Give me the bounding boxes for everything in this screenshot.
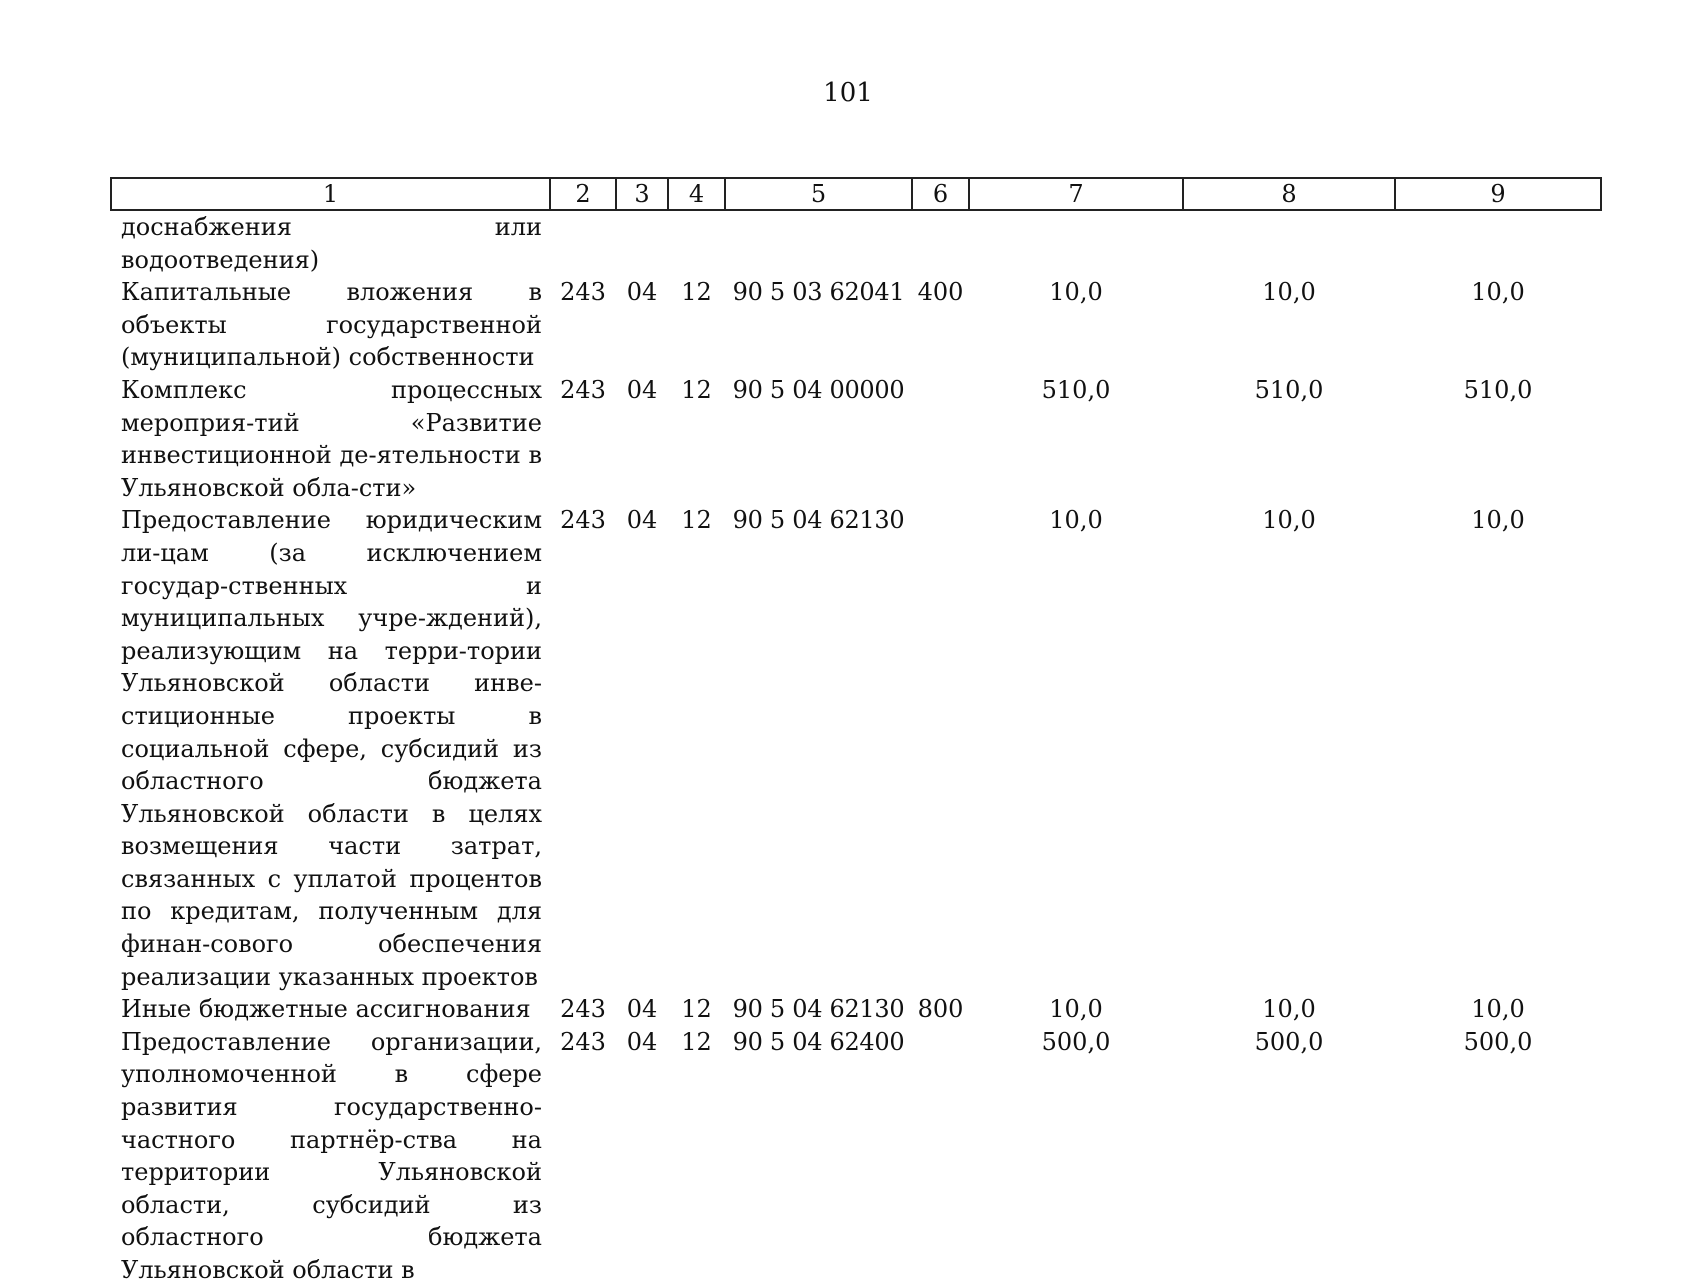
row-description: Предоставление организации, уполномоченной в сфере развития государственно-частного партнёр-ства на территории Ульяновской области, субсидий из областного бюджета Ульяновской области в [121, 1027, 542, 1284]
row-section-code: 04 [626, 506, 658, 535]
row-amount-col9: 500,0 [1463, 1027, 1533, 1056]
row-expense-type [912, 1026, 969, 1287]
row-section-code: 04 [626, 995, 658, 1024]
row-amount-col7: 510,0 [1041, 375, 1111, 404]
row-target-code: 90 5 04 62400 [732, 1027, 905, 1056]
row-ministry-code: 243 [560, 506, 606, 535]
row-description: Иные бюджетные ассигнования [121, 995, 531, 1024]
header-col-1: 1 [111, 178, 550, 210]
row-expense-type [912, 210, 969, 276]
row-amount-col9: 10,0 [1471, 278, 1525, 307]
row-amount-col7: 10,0 [1049, 995, 1103, 1024]
row-description: Предоставление юридическим ли-цам (за исключением государ-ственных и муниципальных учре-ждений), реализующим на терри-тории Ульяновской области инве-стиционные проекты в социальной сфере, субсидий из областного бюджета Ульяновской области в целях возмещения части затрат, связанных с уплатой процентов по кредитам, полученным для финан-сового обеспечения реализации указанных проектов [121, 506, 542, 991]
table-header [111, 178, 1601, 210]
row-ministry-code: 243 [560, 995, 606, 1024]
header-col-9: 9 [1395, 178, 1601, 210]
row-expense-type: 800 [917, 995, 964, 1024]
row-amount-col9 [1395, 210, 1601, 276]
budget-table [110, 177, 1602, 1287]
row-target-code: 90 5 04 00000 [732, 375, 905, 404]
header-col-2: 2 [550, 178, 616, 210]
row-amount-col8: 510,0 [1254, 375, 1324, 404]
row-amount-col9: 510,0 [1463, 375, 1533, 404]
row-amount-col8: 10,0 [1262, 278, 1316, 307]
table-row [111, 276, 1601, 374]
row-target-code [725, 210, 912, 276]
row-description: Комплекс процессных мероприя-тий «Развитие инвестиционной де-ятельности в Ульяновской обла-сти» [121, 375, 542, 502]
header-col-3: 3 [616, 178, 668, 210]
row-subsection-code: 12 [681, 375, 712, 404]
row-subsection-code: 12 [681, 995, 712, 1024]
row-subsection-code: 12 [681, 506, 712, 535]
row-section-code: 04 [626, 278, 658, 307]
row-description: доснабжения или водоотведения) [121, 213, 542, 274]
table-row [111, 504, 1601, 993]
table-row [111, 210, 1601, 276]
row-description: Капитальные вложения в объекты государственной (муниципальной) собственности [121, 278, 542, 372]
header-col-7: 7 [969, 178, 1183, 210]
row-amount-col7 [969, 210, 1183, 276]
row-amount-col8 [1183, 210, 1395, 276]
header-col-8: 8 [1183, 178, 1395, 210]
row-ministry-code [550, 210, 616, 276]
row-amount-col8: 10,0 [1262, 995, 1316, 1024]
row-section-code: 04 [626, 1027, 658, 1056]
row-ministry-code: 243 [560, 1027, 606, 1056]
row-expense-type [912, 504, 969, 993]
row-amount-col7: 500,0 [1041, 1027, 1111, 1056]
row-amount-col9: 10,0 [1471, 506, 1525, 535]
row-ministry-code: 243 [560, 375, 606, 404]
row-expense-type: 400 [917, 278, 964, 307]
row-target-code: 90 5 04 62130 [732, 506, 905, 535]
row-expense-type [912, 374, 969, 504]
header-col-5: 5 [725, 178, 912, 210]
row-amount-col7: 10,0 [1049, 278, 1103, 307]
row-target-code: 90 5 03 62041 [732, 278, 905, 307]
row-ministry-code: 243 [560, 278, 606, 307]
header-row [111, 178, 1601, 210]
table-row [111, 1026, 1601, 1287]
page-number: 101 [823, 78, 873, 108]
table-body [111, 210, 1601, 1287]
row-amount-col7: 10,0 [1049, 506, 1103, 535]
row-amount-col9: 10,0 [1471, 995, 1525, 1024]
row-section-code: 04 [626, 375, 658, 404]
row-section-code [616, 210, 668, 276]
table-row [111, 993, 1601, 1026]
row-subsection-code: 12 [681, 1027, 712, 1056]
row-target-code: 90 5 04 62130 [732, 995, 905, 1024]
row-amount-col8: 10,0 [1262, 506, 1316, 535]
header-col-4: 4 [668, 178, 725, 210]
row-subsection-code [668, 210, 725, 276]
header-col-6: 6 [912, 178, 969, 210]
row-amount-col8: 500,0 [1254, 1027, 1324, 1056]
table-row [111, 374, 1601, 504]
row-subsection-code: 12 [681, 278, 712, 307]
